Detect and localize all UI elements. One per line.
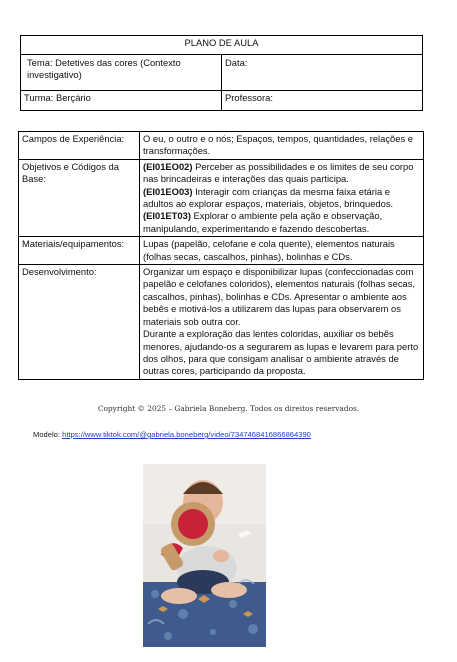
- professora-cell: Professora:: [222, 91, 423, 111]
- copyright-text: Copyright © 2025 – Gabriela Boneberg. Todos os direitos reservados.: [97, 404, 360, 413]
- desenvolvimento-value: [140, 265, 424, 380]
- objective-text: Interagir com crianças da mesma faixa etária e adultos ao explorar espaços, materiais, objetos, brinquedos.: [143, 185, 394, 210]
- objective-code: (EI01EO03): [143, 185, 193, 197]
- tema-cell: Tema: Detetives das cores (Contexto investigativo): [21, 55, 222, 91]
- baby-with-magnifier-photo: [143, 464, 266, 647]
- model-link[interactable]: https://www.tiktok.com/@gabriela.boneberg/video/7347468416866864390: [62, 430, 311, 439]
- header-table: [20, 35, 423, 111]
- data-cell: Data:: [222, 55, 423, 91]
- objetivos-value: [140, 159, 424, 236]
- objective-text: Explorar o ambiente pela ação e observação, manipulando, experimentando e fazendo descobertas.: [143, 210, 383, 234]
- materiais-value: Lupas (papelão, celofane e cola quente), elementos naturais (folhas secas, cascalhos, pinhas), bolinhas e CDs.: [140, 237, 424, 265]
- plan-table: [18, 131, 424, 380]
- row-campos: [19, 132, 424, 160]
- model-label: Modelo:: [33, 430, 63, 439]
- turma-cell: Turma: Berçário: [21, 91, 222, 111]
- page-title: PLANO DE AULA: [21, 36, 423, 55]
- row-materiais: [19, 237, 424, 265]
- objetivos-label: Objetivos e Códigos da Base:: [19, 159, 140, 236]
- campos-value: O eu, o outro e o nós; Espaços, tempos, quantidades, relações e transformações.: [140, 132, 424, 160]
- objective-text: Perceber as possibilidades e os limites de seu corpo nas brincadeiras e interações das quais participa.: [143, 160, 414, 185]
- desenvolvimento-label: Desenvolvimento:: [19, 265, 140, 380]
- desenvolvimento-paragraph: Durante a exploração das lentes coloridas, auxiliar os bebês menores, ajudando-os a segurarem as lupas e levarem para perto dos olhos, para que consigam analisar o ambiente através de outras cores, participando da proposta.: [143, 328, 419, 377]
- model-line: [33, 430, 311, 439]
- row-desenvolvimento: [19, 265, 424, 380]
- objective-code: (EI01ET03): [143, 210, 191, 222]
- row-objetivos: [19, 159, 424, 236]
- materiais-label: Materiais/equipamentos:: [19, 237, 140, 265]
- campos-label: Campos de Experiência:: [19, 132, 140, 160]
- desenvolvimento-paragraph: Organizar um espaço e disponibilizar lupas (confeccionadas com papelão e celofanes coloridos), elementos naturais (folhas secas, cascalhos, pinhas), bolinhas e CDs. Apresentar o ambiente aos bebês e motivá-los a utilizarem das lupas para observarem os materiais sob outra cor.: [143, 266, 416, 327]
- objective-code: (EI01EO02): [143, 160, 193, 172]
